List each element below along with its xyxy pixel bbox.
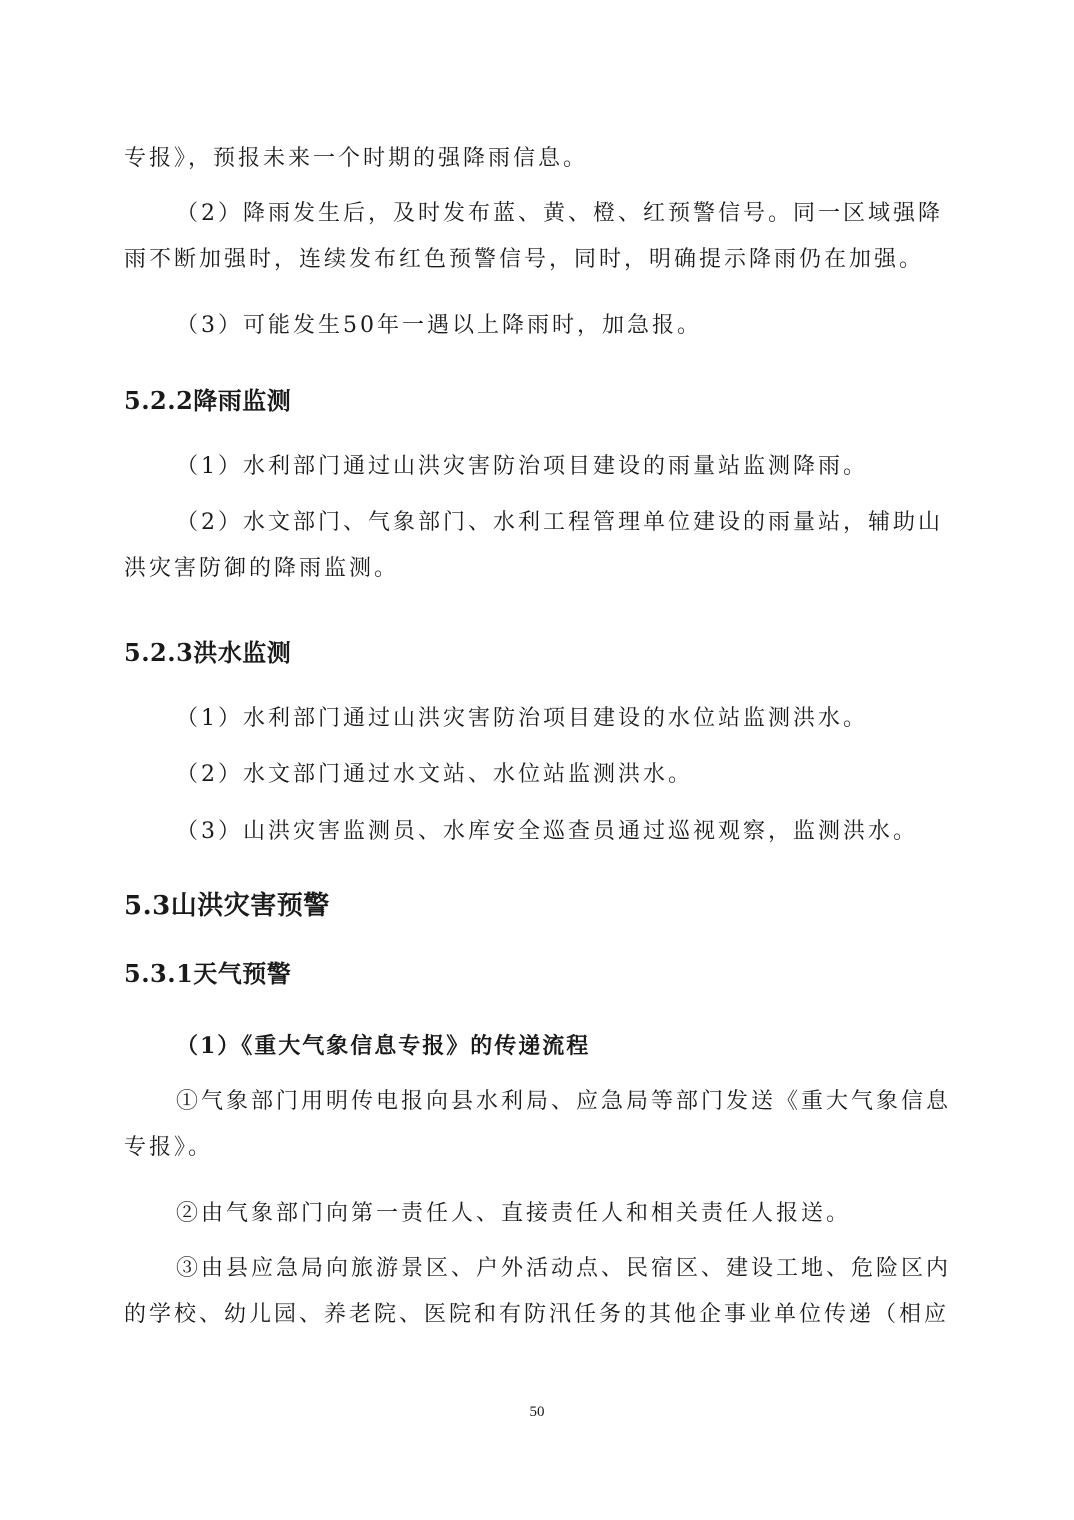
paragraph-line: 专报》。 [124,1135,214,1160]
paragraph-line: ③由县应急局向旅游景区、户外活动点、民宿区、建设工地、危险区内 [176,1256,952,1281]
paragraph-line: （1）水利部门通过山洪灾害防治项目建设的水位站监测洪水。 [176,706,868,731]
paragraph-line: （2）降雨发生后，及时发布蓝、黄、橙、红预警信号。同一区域强降 [176,201,943,226]
paragraph-line: ②由气象部门向第一责任人、直接责任人和相关责任人报送。 [176,1201,852,1226]
section-heading-5-2-3: 5.2.3洪水监测 [124,638,292,667]
paragraph-line: （2）水文部门通过水文站、水位站监测洪水。 [176,762,693,787]
paragraph-line: 专报》，预报未来一个时期的强降雨信息。 [124,146,589,171]
page-number: 50 [529,1404,545,1420]
paragraph-line: 洪灾害防御的降雨监测。 [124,556,400,581]
paragraph-line: ①气象部门用明传电报向县水利局、应急局等部门发送《重大气象信息 [176,1089,952,1114]
section-heading-5-3-1: 5.3.1天气预警 [124,959,292,988]
subheading: （1）《重大气象信息专报》的传递流程 [176,1033,591,1059]
paragraph-line: （2）水文部门、气象部门、水利工程管理单位建设的雨量站，辅助山 [176,510,943,535]
paragraph-line: （1）水利部门通过山洪灾害防治项目建设的雨量站监测降雨。 [176,454,868,479]
paragraph-line: 的学校、幼儿园、养老院、医院和有防汛任务的其他企事业单位传递（相应 [124,1302,950,1327]
section-heading-5-2-2: 5.2.2降雨监测 [124,386,292,415]
paragraph-line: 雨不断加强时，连续发布红色预警信号，同时，明确提示降雨仍在加强。 [124,247,925,272]
section-heading-5-3: 5.3山洪灾害预警 [124,891,330,921]
paragraph-line: （3）山洪灾害监测员、水库安全巡查员通过巡视观察，监测洪水。 [176,819,918,844]
paragraph-line: （3）可能发生50年一遇以上降雨时，加急报。 [176,313,702,338]
